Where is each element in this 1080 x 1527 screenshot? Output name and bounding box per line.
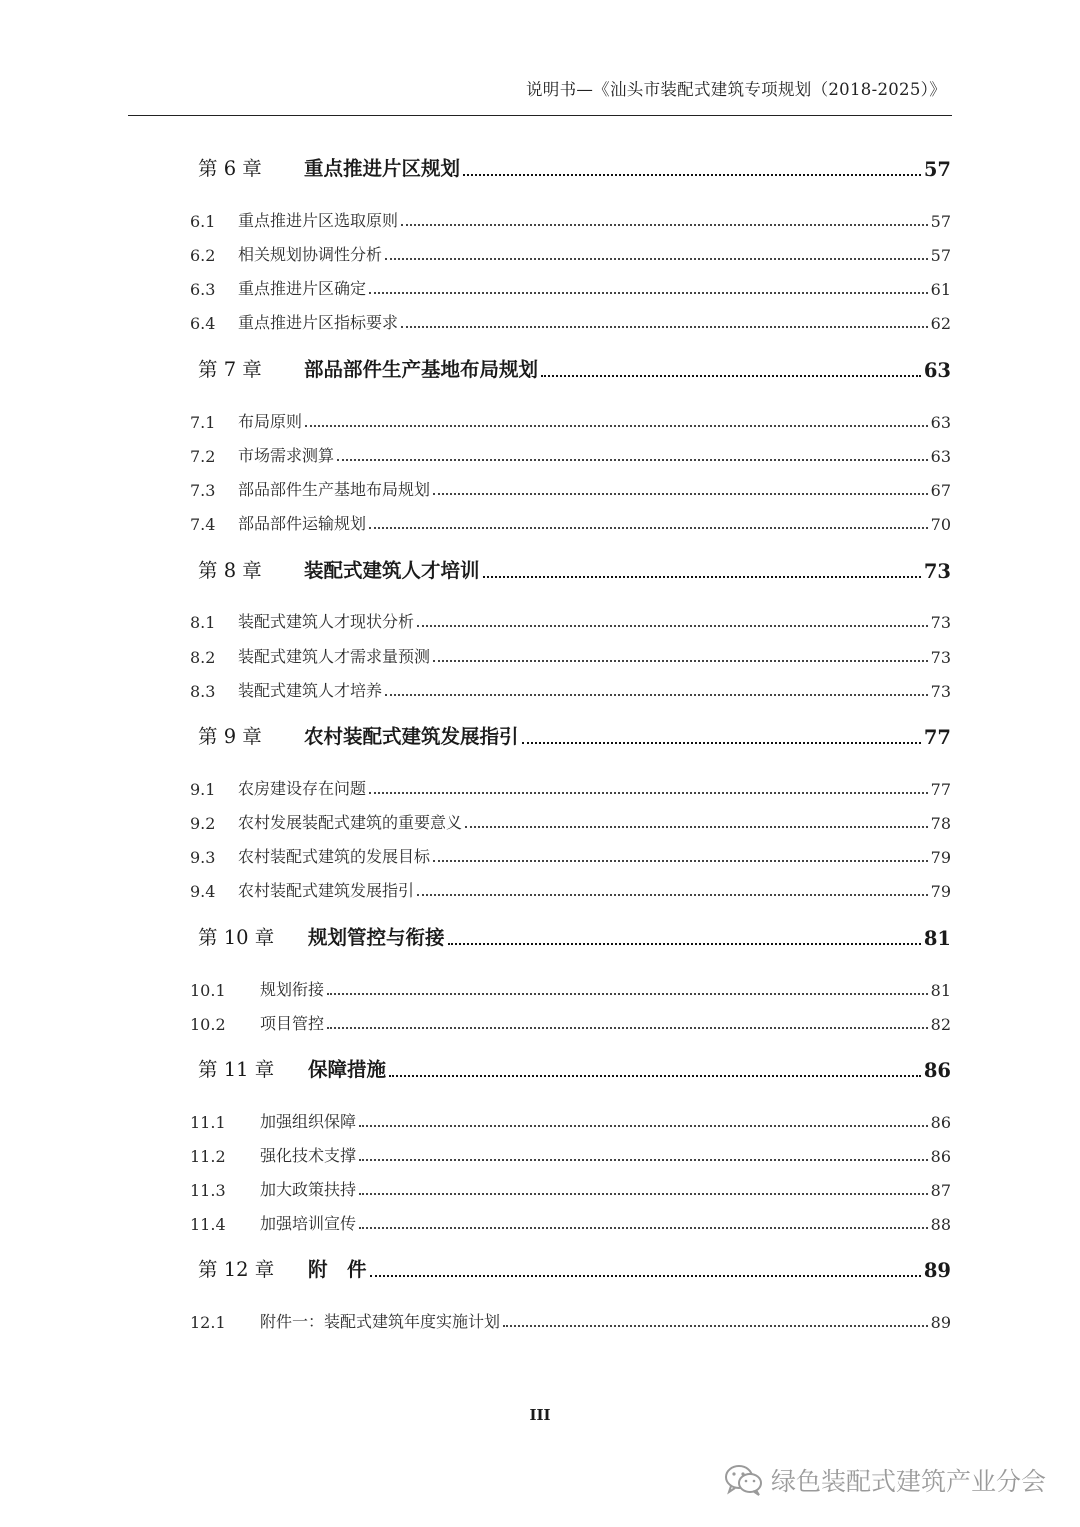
toc-entry-number: 12.1 [190,1313,226,1332]
toc-entry-page: 86 [930,1113,951,1132]
toc-entry-title: 加强培训宣传 [260,1214,357,1233]
toc-entry-page: 63 [923,359,951,382]
toc-section-entry [190,771,951,799]
toc-entry-page: 86 [923,1059,951,1082]
toc-entry-title: 重点推进片区规划 [304,157,461,180]
watermark [723,1462,1046,1498]
toc-entry-page: 57 [930,246,951,265]
toc-entry-title: 农村装配式建筑发展指引 [238,881,415,900]
toc-entry-title: 相关规划协调性分析 [238,245,383,264]
toc-entry-number: 9.4 [190,882,216,901]
toc-entry-number: 8.2 [190,648,216,667]
toc-entry-title: 部品部件生产基地布局规划 [238,480,431,499]
toc-chapter-entry [198,1254,951,1282]
toc-dot-leader [541,375,921,377]
toc-entry-number: 11.1 [190,1113,226,1132]
toc-entry-title: 加大政策扶持 [260,1180,357,1199]
toc-entry-page: 61 [930,280,951,299]
toc-entry-page: 63 [930,413,951,432]
toc-entry-title: 农村装配式建筑的发展目标 [238,847,431,866]
toc-entry-number: 第 6 章 [198,157,262,180]
toc-entry-title: 部品部件运输规划 [238,514,367,533]
toc-section-entry [190,972,951,1000]
toc-section-entry [190,271,951,299]
toc-dot-leader [433,860,928,862]
toc-entry-number: 6.4 [190,314,216,333]
toc-entry-title: 保障措施 [308,1058,387,1081]
toc-section-entry [190,1206,951,1234]
toc-entry-title: 市场需求测算 [238,446,335,465]
toc-entry-page: 79 [930,848,951,867]
toc-entry-title: 重点推进片区选取原则 [238,211,399,230]
toc-dot-leader [359,1193,928,1195]
toc-section-entry [190,1304,951,1332]
toc-entry-page: 70 [930,515,951,534]
toc-entry-page: 73 [930,648,951,667]
toc-entry-title: 装配式建筑人才培训 [304,559,480,582]
toc-dot-leader [359,1227,928,1229]
toc-dot-leader [305,425,928,427]
toc-section-entry [190,438,951,466]
toc-entry-title: 加强组织保障 [260,1112,357,1131]
toc-entry-page: 73 [930,682,951,701]
toc-entry-number: 7.2 [190,447,216,466]
wechat-icon [723,1462,765,1498]
toc-entry-title: 强化技术支撑 [260,1146,357,1165]
toc-section-entry [190,305,951,333]
toc-section-entry [190,839,951,867]
toc-section-entry [190,1006,951,1034]
toc-section-entry [190,203,951,231]
toc-entry-number: 10.2 [190,1015,226,1034]
toc-section-entry [190,404,951,432]
toc-entry-page: 77 [923,726,951,749]
toc-entry-number: 第 8 章 [198,559,262,582]
toc-section-entry [190,604,951,632]
toc-dot-leader [463,174,921,176]
watermark-text: 绿色装配式建筑产业分会 [770,1467,1046,1496]
toc-chapter-entry [198,1054,951,1082]
toc-dot-leader [337,459,928,461]
toc-dot-leader [370,1275,921,1277]
header-divider [128,115,952,116]
toc-dot-leader [327,1027,928,1029]
toc-chapter-entry [198,922,951,950]
toc-dot-leader [401,326,928,328]
toc-entry-number: 第 12 章 [198,1258,275,1281]
toc-section-entry [190,639,951,667]
toc-dot-leader [359,1159,928,1161]
toc-entry-page: 89 [930,1313,951,1332]
toc-dot-leader [359,1125,928,1127]
toc-entry-title: 农村发展装配式建筑的重要意义 [238,813,463,832]
toc-entry-number: 8.3 [190,682,216,701]
toc-entry-title: 装配式建筑人才培养 [238,681,383,700]
toc-entry-number: 11.2 [190,1147,226,1166]
toc-section-entry [190,1172,951,1200]
toc-section-entry [190,873,951,901]
toc-entry-number: 8.1 [190,613,216,632]
toc-dot-leader [448,943,921,945]
toc-entry-page: 79 [930,882,951,901]
toc-section-entry [190,472,951,500]
toc-chapter-entry [198,153,951,181]
toc-dot-leader [401,224,928,226]
toc-entry-title: 规划管控与衔接 [308,926,445,949]
toc-entry-number: 11.4 [190,1215,226,1234]
toc-entry-page: 73 [923,560,951,583]
toc-entry-number: 第 11 章 [198,1058,275,1081]
toc-dot-leader [465,826,928,828]
toc-entry-page: 88 [930,1215,951,1234]
toc-section-entry [190,673,951,701]
toc-chapter-entry [198,721,951,749]
toc-entry-number: 10.1 [190,981,226,1000]
toc-entry-page: 82 [930,1015,951,1034]
toc-entry-number: 9.1 [190,780,216,799]
toc-entry-number: 7.1 [190,413,216,432]
toc-entry-page: 81 [923,927,951,950]
toc-dot-leader [417,894,928,896]
toc-entry-title: 农房建设存在问题 [238,779,367,798]
toc-section-entry [190,1104,951,1132]
toc-dot-leader [503,1325,928,1327]
toc-entry-title: 部品部件生产基地布局规划 [304,358,539,381]
toc-entry-number: 7.3 [190,481,216,500]
toc-entry-page: 67 [930,481,951,500]
toc-entry-page: 78 [930,814,951,833]
toc-dot-leader [369,527,928,529]
toc-entry-page: 86 [930,1147,951,1166]
toc-entry-number: 第 10 章 [198,926,275,949]
toc-dot-leader [483,576,921,578]
toc-dot-leader [385,694,928,696]
toc-entry-title: 装配式建筑人才现状分析 [238,612,415,631]
toc-entry-page: 89 [923,1259,951,1282]
toc-entry-page: 62 [930,314,951,333]
toc-section-entry [190,237,951,265]
toc-dot-leader [433,660,928,662]
toc-dot-leader [385,258,928,260]
toc-entry-title: 规划衔接 [260,980,325,999]
toc-entry-number: 9.3 [190,848,216,867]
toc-chapter-entry [198,555,951,583]
toc-dot-leader [433,493,928,495]
toc-entry-title: 装配式建筑人才需求量预测 [238,647,431,666]
toc-entry-page: 77 [930,780,951,799]
toc-section-entry [190,1138,951,1166]
toc-entry-number: 11.3 [190,1181,226,1200]
toc-entry-number: 6.2 [190,246,216,265]
page-number: III [529,1406,551,1424]
toc-dot-leader [389,1075,921,1077]
toc-entry-title: 项目管控 [260,1014,325,1033]
toc-entry-title: 附 件 [308,1258,367,1281]
toc-entry-number: 9.2 [190,814,216,833]
toc-chapter-entry [198,354,951,382]
toc-entry-title: 重点推进片区指标要求 [238,313,399,332]
toc-dot-leader [327,993,928,995]
toc-entry-title: 农村装配式建筑发展指引 [304,725,519,748]
toc-entry-title: 布局原则 [238,412,303,431]
toc-entry-number: 6.3 [190,280,216,299]
toc-section-entry [190,805,951,833]
document-header: 说明书—《汕头市装配式建筑专项规划（2018-2025）》 [525,80,946,99]
toc-entry-page: 87 [930,1181,951,1200]
toc-section-entry [190,506,951,534]
toc-entry-page: 57 [930,212,951,231]
toc-entry-page: 57 [923,158,951,181]
toc-entry-page: 73 [930,613,951,632]
toc-entry-title: 附件一：装配式建筑年度实施计划 [260,1312,501,1331]
toc-entry-title: 重点推进片区确定 [238,279,367,298]
toc-entry-number: 6.1 [190,212,216,231]
toc-entry-number: 第 9 章 [198,725,262,748]
toc-dot-leader [369,792,928,794]
toc-dot-leader [522,742,921,744]
toc-entry-number: 第 7 章 [198,358,262,381]
toc-entry-page: 81 [930,981,951,1000]
toc-dot-leader [417,625,928,627]
toc-entry-number: 7.4 [190,515,216,534]
toc-entry-page: 63 [930,447,951,466]
toc-dot-leader [369,292,928,294]
